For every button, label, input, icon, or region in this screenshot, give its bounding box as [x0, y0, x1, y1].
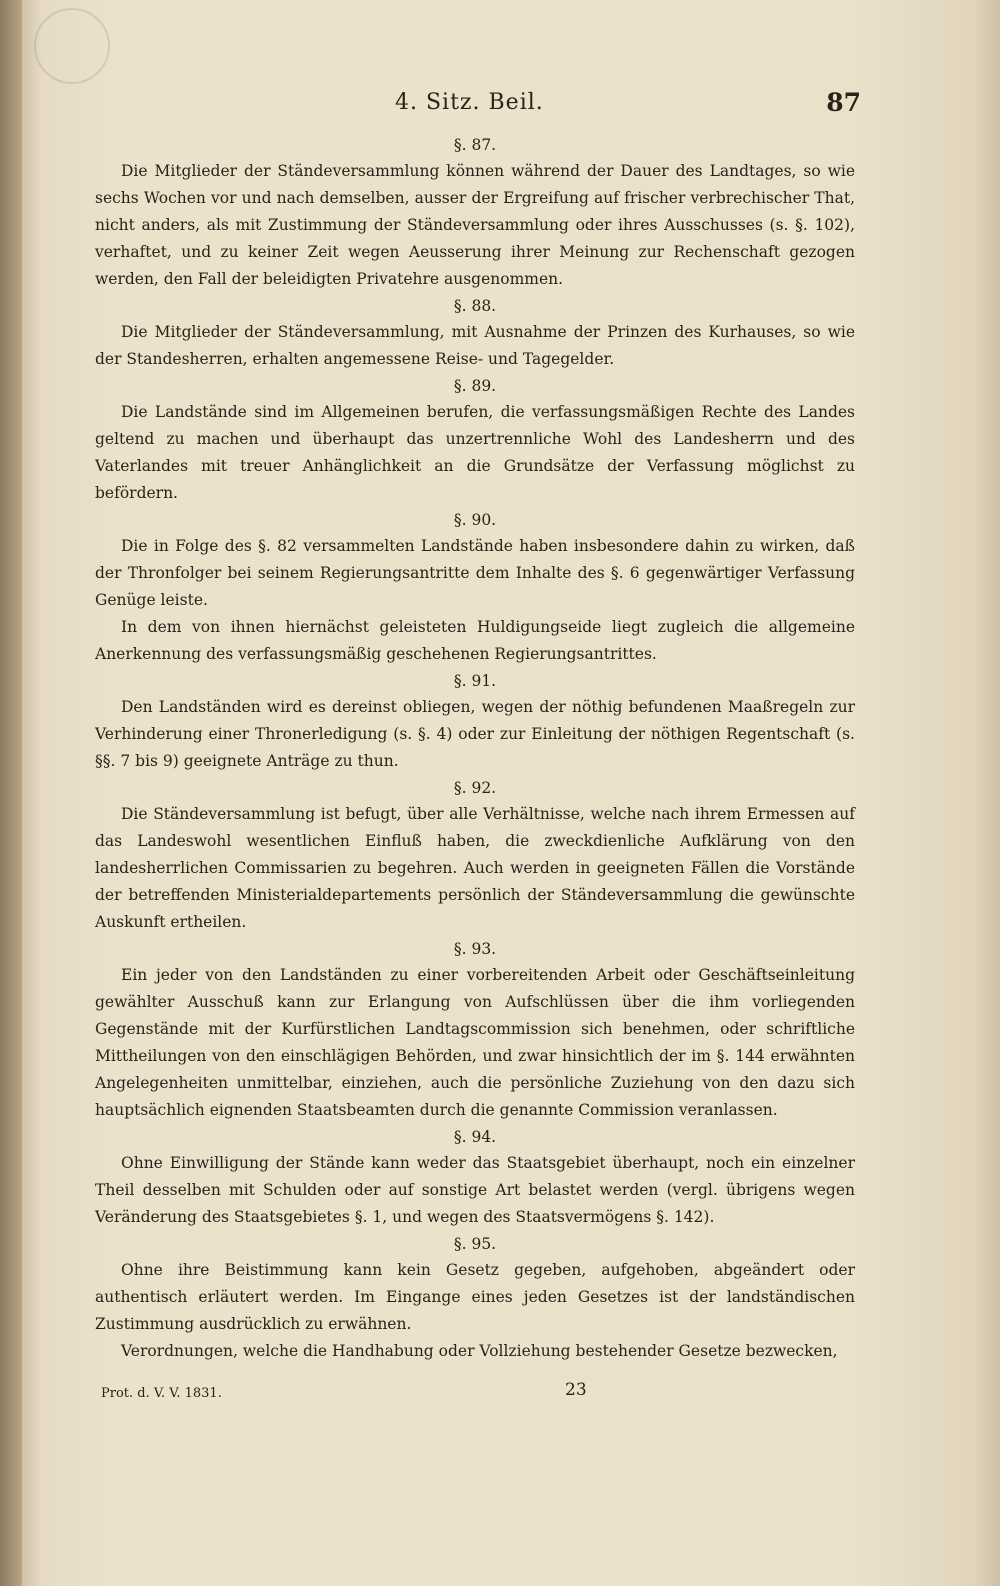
- section-paragraph: Ein jeder von den Landständen zu einer vorbereitenden Arbeit oder Geschäftseinleitung gewählter Ausschuß kann zur Erlangung von Aufschlüssen über die ihm vorliegenden Gegenstände mit der Kurfürstlichen Landtagscommission sich benehmen, oder schriftliche Mittheilungen von den einschlägigen Behörden, und zwar hinsichtlich der im §. 144 erwähnten Angelegenheiten unmittelbar, einziehen, auch die persönliche Zuziehung von den dazu sich hauptsächlich eignenden Staatsbeamten durch die genannte Commission veranlassen.: [95, 966, 855, 1119]
- section-heading: §. 88.: [453, 297, 497, 315]
- section-paragraph: Die Mitglieder der Ständeversammlung können während der Dauer des Landtages, so wie sechs Wochen vor und nach demselben, ausser der Ergreifung auf frischer verbrechischer That, nicht anders, als mit Zustimmung der Ständeversammlung oder ihres Ausschusses (s. §. 102), verhaftet, und zu keiner Zeit wegen Aeusserung ihrer Meinung zur Rechenschaft gezogen werden, den Fall der beleidigten Privatehre ausgenommen.: [95, 162, 855, 288]
- section-heading: §. 87.: [453, 136, 497, 154]
- section-heading: §. 89.: [453, 377, 497, 395]
- section-paragraph: Verordnungen, welche die Handhabung oder Vollziehung bestehender Gesetze bezwecken,: [121, 1342, 838, 1360]
- section-paragraph: Die in Folge des §. 82 versammelten Landstände haben insbesondere dahin zu wirken, daß der Thronfolger bei seinem Regierungsantritte dem Inhalte des §. 6 gegenwärtiger Verfassung Genüge leiste.: [95, 537, 855, 609]
- library-stamp: [34, 8, 110, 84]
- section-heading: §. 95.: [453, 1235, 497, 1253]
- section-paragraph: In dem von ihnen hiernächst geleisteten Huldigungseide liegt zugleich die allgemeine Anerkennung des verfassungsmäßig geschehenen Regierungsantrittes.: [95, 618, 855, 663]
- running-header: [95, 88, 861, 126]
- section-heading: §. 93.: [453, 940, 497, 958]
- section-paragraph: Ohne Einwilligung der Stände kann weder das Staatsgebiet überhaupt, noch ein einzelner Theil desselben mit Schulden oder auf sonstige Art belastet werden (vergl. übrigens wegen Veränderung des Staatsgebietes §. 1, und wegen des Staatsvermögens §. 142).: [95, 1154, 855, 1226]
- section-paragraph: Die Landstände sind im Allgemeinen berufen, die verfassungsmäßigen Rechte des Landes geltend zu machen und überhaupt das unzertrennliche Wohl des Landesherrn und des Vaterlandes mit treuer Anhänglichkeit an die Grundsätze der Verfassung möglichst zu befördern.: [95, 403, 855, 502]
- section-heading: §. 92.: [453, 779, 497, 797]
- section-paragraph: Den Landständen wird es dereinst obliegen, wegen der nöthig befundenen Maaßregeln zur Verhinderung einer Thronerledigung (s. §. 4) oder zur Einleitung der nöthigen Regentschaft (s. §§. 7 bis 9) geeignete Anträge zu thun.: [95, 698, 855, 770]
- section-paragraph: Die Mitglieder der Ständeversammlung, mit Ausnahme der Prinzen des Kurhauses, so wie der Standesherren, erhalten angemessene Reise- und Tagegelder.: [95, 323, 855, 368]
- page-footer: [95, 1380, 855, 1410]
- section-heading: §. 90.: [453, 511, 497, 529]
- section-paragraph: Ohne ihre Beistimmung kann kein Gesetz gegeben, aufgehoben, abgeändert oder authentisch erläutert werden. Im Eingange eines jeden Gesetzes ist der landständischen Zustimmung ausdrücklich zu erwähnen.: [95, 1261, 855, 1333]
- page-number: 87: [826, 88, 861, 117]
- body-text: [95, 132, 855, 1365]
- footer-gathering-number: 23: [565, 1380, 587, 1400]
- section-paragraph: Die Ständeversammlung ist befugt, über alle Verhältnisse, welche nach ihrem Ermessen auf das Landeswohl wesentlichen Einfluß haben, die zweckdienliche Aufklärung von den landesherrlichen Commissarien zu begehren. Auch werden in geeigneten Fällen die Vorstände der betreffenden Ministerialdepartements persönlich der Ständeversammlung die gewünschte Auskunft ertheilen.: [95, 805, 855, 931]
- header-title: 4. Sitz. Beil.: [395, 90, 544, 115]
- section-heading: §. 91.: [453, 672, 497, 690]
- binding-shadow: [0, 0, 22, 1586]
- section-heading: §. 94.: [453, 1128, 497, 1146]
- footer-signature: Prot. d. V. V. 1831.: [101, 1386, 222, 1401]
